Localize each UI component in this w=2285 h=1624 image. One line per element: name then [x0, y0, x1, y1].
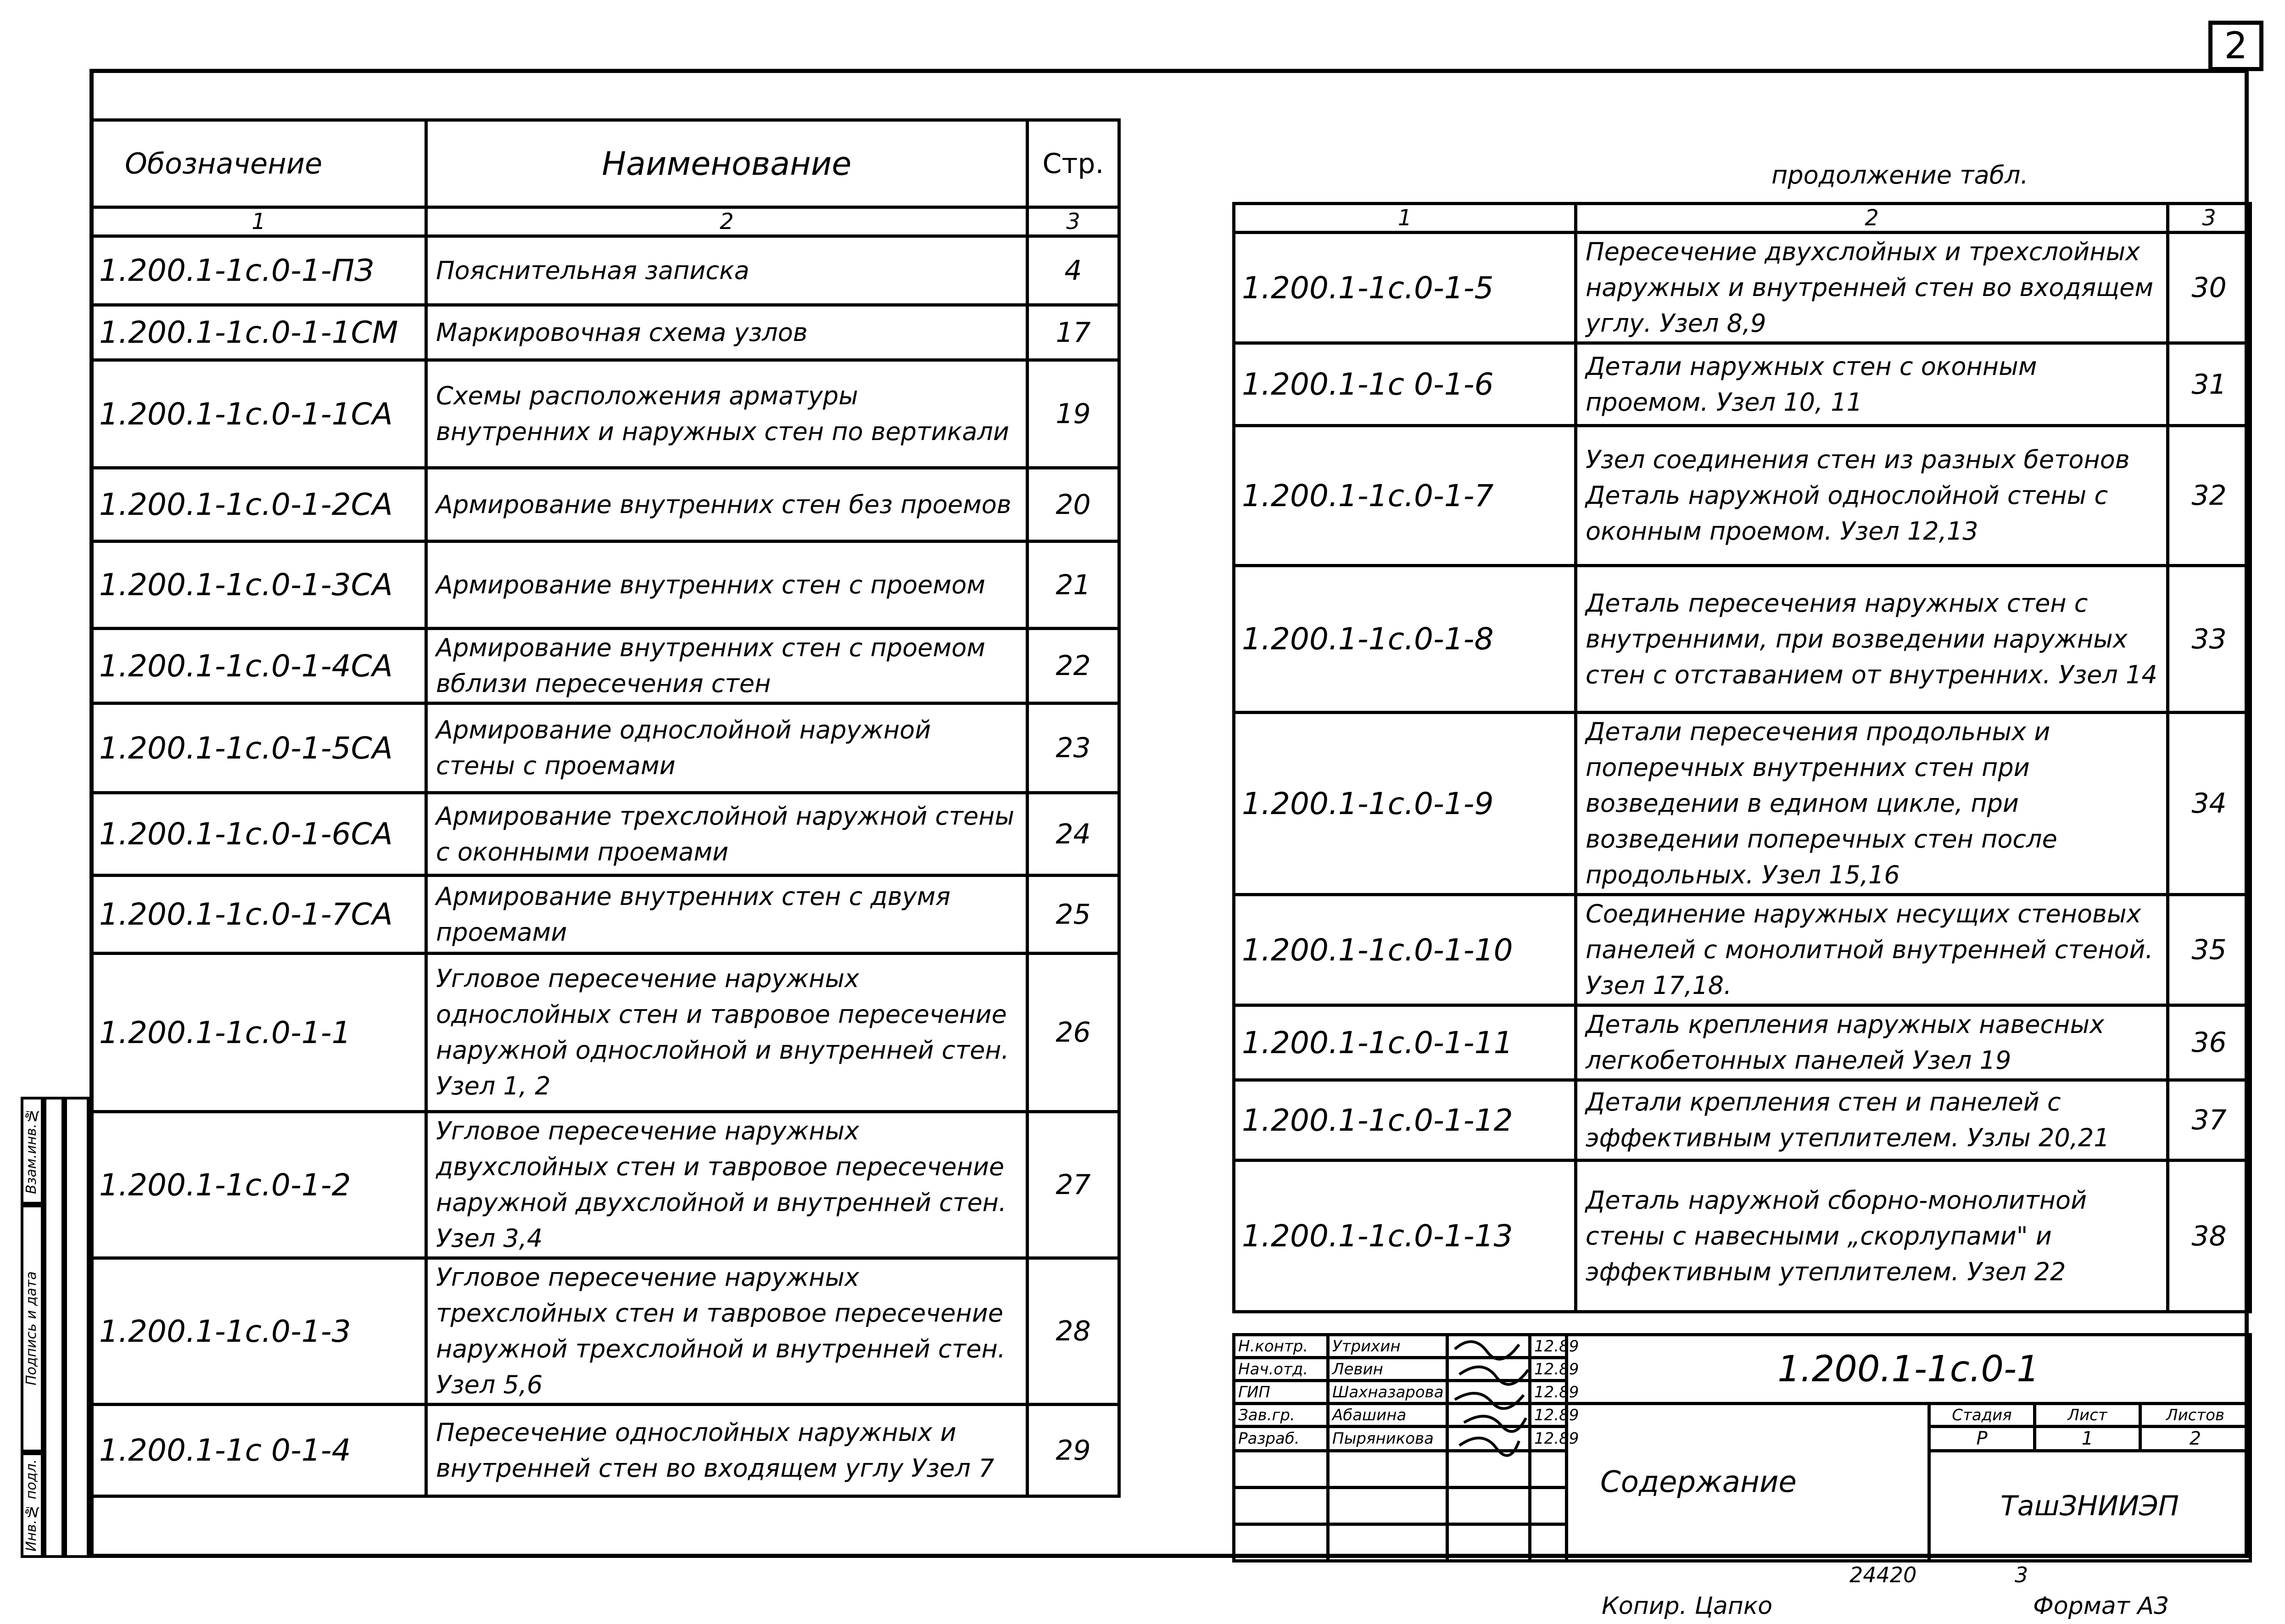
- stamp-blank: [1328, 1524, 1447, 1561]
- row-page: 29: [1028, 1405, 1119, 1496]
- table-row: [91, 305, 1119, 360]
- row-name: Армирование однослойной наружной стены с проемами: [426, 703, 1028, 793]
- contents-table-left: [89, 118, 1121, 1498]
- row-name: Маркировочная схема узлов: [426, 305, 1028, 360]
- format-label: Формат А3: [2033, 1592, 2169, 1620]
- row-page: 23: [1028, 703, 1119, 793]
- stamp-person: Абашина: [1328, 1404, 1447, 1427]
- header-page: Стр.: [1028, 120, 1119, 207]
- table-row: [91, 1258, 1119, 1405]
- stamp-blank: [1530, 1451, 1567, 1488]
- row-name: Армирование внутренних стен с проемом: [426, 541, 1028, 629]
- strip-vzam-inv: Взам.инв.№: [21, 1097, 44, 1205]
- stamp-role: ГИП: [1234, 1381, 1328, 1404]
- row-page: 34: [2168, 713, 2251, 895]
- stamp-date: 12.89: [1530, 1404, 1567, 1427]
- table-row: [91, 703, 1119, 793]
- row-page: 28: [1028, 1258, 1119, 1405]
- stamp-title: Содержание: [1567, 1404, 1929, 1561]
- col-number: 1: [1234, 204, 1576, 233]
- title-block: [1232, 1333, 2252, 1563]
- strip-blank: [64, 1097, 89, 1558]
- row-page: 20: [1028, 468, 1119, 541]
- row-designation: 1.200.1-1с.0-1-1: [91, 954, 426, 1112]
- stamp-blank: [1234, 1524, 1328, 1561]
- table-row: [1234, 1161, 2251, 1312]
- row-designation: 1.200.1-1с.0-1-3: [91, 1258, 426, 1405]
- row-designation: 1.200.1-1с.0-1-7: [1234, 426, 1576, 566]
- table-row: [1234, 1080, 2251, 1161]
- row-page: 33: [2168, 566, 2251, 713]
- stamp-role: Нач.отд.: [1234, 1358, 1328, 1381]
- row-name: Узел соединения стен из разных бетонов Деталь наружной однослойной стены с оконным проемом. Узел 12,13: [1576, 426, 2168, 566]
- stamp-blank: [1447, 1451, 1530, 1488]
- col-number: 1: [91, 207, 426, 236]
- archive-number-suffix: 3: [2015, 1563, 2028, 1587]
- stamp-sheets-label: Листов: [2140, 1404, 2251, 1427]
- table-row: [1234, 713, 2251, 895]
- row-designation: 1.200.1-1с 0-1-4: [91, 1405, 426, 1496]
- stamp-doc-code: 1.200.1-1с.0-1: [1567, 1335, 2251, 1404]
- row-name: Армирование внутренних стен с проемом вблизи пересечения стен: [426, 629, 1028, 703]
- row-designation: 1.200.1-1с.0-1-6СА: [91, 793, 426, 876]
- stamp-role: Н.контр.: [1234, 1335, 1328, 1358]
- table-row: [91, 541, 1119, 629]
- stamp-blank: [1234, 1488, 1328, 1524]
- stamp-blank: [1234, 1451, 1328, 1488]
- row-name: Схемы расположения арматуры внутренних и наружных стен по вертикали: [426, 360, 1028, 468]
- stamp-blank: [1328, 1451, 1447, 1488]
- row-page: 30: [2168, 233, 2251, 343]
- row-designation: 1.200.1-1с.0-1-2СА: [91, 468, 426, 541]
- row-designation: 1.200.1-1с.0-1-1СА: [91, 360, 426, 468]
- strip-signature-date: Подпись и дата: [21, 1205, 44, 1452]
- row-page: 24: [1028, 793, 1119, 876]
- row-name: Армирование внутренних стен без проемов: [426, 468, 1028, 541]
- stamp-blank: [1447, 1524, 1530, 1561]
- row-page: 38: [2168, 1161, 2251, 1312]
- row-page: 17: [1028, 305, 1119, 360]
- row-page: 26: [1028, 954, 1119, 1112]
- row-name: Детали пересечения продольных и поперечных внутренних стен при возведении в едином цикле, при возведении поперечных стен после продольных. Узел 15,16: [1576, 713, 2168, 895]
- table-row: [91, 629, 1119, 703]
- table-row: [1234, 566, 2251, 713]
- row-designation: 1.200.1-1с.0-1-5: [1234, 233, 1576, 343]
- table-row: [91, 954, 1119, 1112]
- stamp-stage-label: Стадия: [1929, 1404, 2035, 1427]
- stamp-blank: [1530, 1524, 1567, 1561]
- row-designation: 1.200.1-1с.0-1-ПЗ: [91, 236, 426, 305]
- row-page: 22: [1028, 629, 1119, 703]
- stamp-date: 12.89: [1530, 1358, 1567, 1381]
- stamp-blank: [1328, 1488, 1447, 1524]
- stamp-sheet-label: Лист: [2035, 1404, 2140, 1427]
- copied-by: Копир. Цапко: [1602, 1592, 1773, 1620]
- row-designation: 1.200.1-1с.0-1-1СМ: [91, 305, 426, 360]
- col-number: 2: [426, 207, 1028, 236]
- table-row: [91, 876, 1119, 954]
- table-row: [91, 1112, 1119, 1258]
- archive-number: 24420: [1849, 1563, 1917, 1587]
- table-row: [1234, 233, 2251, 343]
- row-page: 21: [1028, 541, 1119, 629]
- contents-table-right: [1232, 202, 2252, 1313]
- row-designation: 1.200.1-1с.0-1-8: [1234, 566, 1576, 713]
- stamp-date: 12.89: [1530, 1381, 1567, 1404]
- stamp-person: Утрихин: [1328, 1335, 1447, 1358]
- table-row: [1234, 343, 2251, 426]
- row-name: Угловое пересечение наружных двухслойных стен и тавровое пересечение наружной двухслойной и внутренней стен. Узел 3,4: [426, 1112, 1028, 1258]
- stamp-role: Зав.гр.: [1234, 1404, 1328, 1427]
- row-page: 31: [2168, 343, 2251, 426]
- table-row: [1234, 895, 2251, 1005]
- row-page: 4: [1028, 236, 1119, 305]
- signature-scribbles: [1446, 1331, 1537, 1455]
- stamp-date: 12.89: [1530, 1427, 1567, 1451]
- row-name: Пересечение двухслойных и трехслойных наружных и внутренней стен во входящем углу. Узел 8,9: [1576, 233, 2168, 343]
- col-number: 3: [1028, 207, 1119, 236]
- table-row: [91, 236, 1119, 305]
- row-designation: 1.200.1-1с.0-1-5СА: [91, 703, 426, 793]
- stamp-organization: ТашЗНИИЭП: [1929, 1451, 2251, 1561]
- row-name: Пересечение однослойных наружных и внутренней стен во входящем углу Узел 7: [426, 1405, 1028, 1496]
- row-designation: 1.200.1-1с.0-1-11: [1234, 1005, 1576, 1080]
- strip-inv-podl: Инв.№ подл.: [21, 1452, 44, 1558]
- row-designation: 1.200.1-1с.0-1-10: [1234, 895, 1576, 1005]
- stamp-date: 12.89: [1530, 1335, 1567, 1358]
- stamp-person: Шахназарова: [1328, 1381, 1447, 1404]
- table-row: [1234, 1005, 2251, 1080]
- table-row: [91, 360, 1119, 468]
- stamp-person: Левин: [1328, 1358, 1447, 1381]
- stamp-blank: [1447, 1488, 1530, 1524]
- row-name: Армирование внутренних стен с двумя проемами: [426, 876, 1028, 954]
- row-name: Соединение наружных несущих стеновых панелей с монолитной внутренней стеной. Узел 17,18.: [1576, 895, 2168, 1005]
- stamp-role: Разраб.: [1234, 1427, 1328, 1451]
- header-designation: Обозначение: [91, 120, 426, 207]
- row-designation: 1.200.1-1с.0-1-9: [1234, 713, 1576, 895]
- strip-blank: [44, 1097, 64, 1558]
- stamp-stage: Р: [1929, 1427, 2035, 1451]
- row-name: Угловое пересечение наружных трехслойных стен и тавровое пересечение наружной трехслойной и внутренней стен. Узел 5,6: [426, 1258, 1028, 1405]
- row-name: Детали наружных стен с оконным проемом. Узел 10, 11: [1576, 343, 2168, 426]
- row-page: 27: [1028, 1112, 1119, 1258]
- row-designation: 1.200.1-1с 0-1-6: [1234, 343, 1576, 426]
- table-row: [91, 793, 1119, 876]
- row-designation: 1.200.1-1с.0-1-2: [91, 1112, 426, 1258]
- stamp-blank: [1530, 1488, 1567, 1524]
- row-name: Угловое пересечение наружных однослойных стен и тавровое пересечение наружной однослойной и внутренней стен. Узел 1, 2: [426, 954, 1028, 1112]
- row-page: 35: [2168, 895, 2251, 1005]
- table-row: [91, 468, 1119, 541]
- row-page: 37: [2168, 1080, 2251, 1161]
- stamp-sheets: 2: [2140, 1427, 2251, 1451]
- row-designation: 1.200.1-1с.0-1-4СА: [91, 629, 426, 703]
- stamp-sheet: 1: [2035, 1427, 2140, 1451]
- row-designation: 1.200.1-1с.0-1-13: [1234, 1161, 1576, 1312]
- stamp-person: Пыряникова: [1328, 1427, 1447, 1451]
- row-designation: 1.200.1-1с.0-1-3СА: [91, 541, 426, 629]
- header-name: Наименование: [426, 120, 1028, 207]
- row-page: 25: [1028, 876, 1119, 954]
- side-strip: [21, 1097, 89, 1558]
- row-page: 32: [2168, 426, 2251, 566]
- row-name: Деталь наружной сборно-монолитной стены с навесными „скорлупами" и эффективным утеплителем. Узел 22: [1576, 1161, 2168, 1312]
- row-page: 19: [1028, 360, 1119, 468]
- col-number: 2: [1576, 204, 2168, 233]
- row-name: Армирование трехслойной наружной стены с оконными проемами: [426, 793, 1028, 876]
- row-designation: 1.200.1-1с.0-1-7СА: [91, 876, 426, 954]
- row-name: Детали крепления стен и панелей с эффективным утеплителем. Узлы 20,21: [1576, 1080, 2168, 1161]
- row-name: Деталь крепления наружных навесных легкобетонных панелей Узел 19: [1576, 1005, 2168, 1080]
- continuation-label: продолжение табл.: [1771, 161, 2028, 190]
- row-name: Пояснительная записка: [426, 236, 1028, 305]
- row-designation: 1.200.1-1с.0-1-12: [1234, 1080, 1576, 1161]
- col-number: 3: [2168, 204, 2251, 233]
- row-page: 36: [2168, 1005, 2251, 1080]
- table-row: [1234, 426, 2251, 566]
- row-name: Деталь пересечения наружных стен с внутренними, при возведении наружных стен с отставанием от внутренних. Узел 14: [1576, 566, 2168, 713]
- table-row: [91, 1405, 1119, 1496]
- sheet-number: 2: [2208, 21, 2263, 71]
